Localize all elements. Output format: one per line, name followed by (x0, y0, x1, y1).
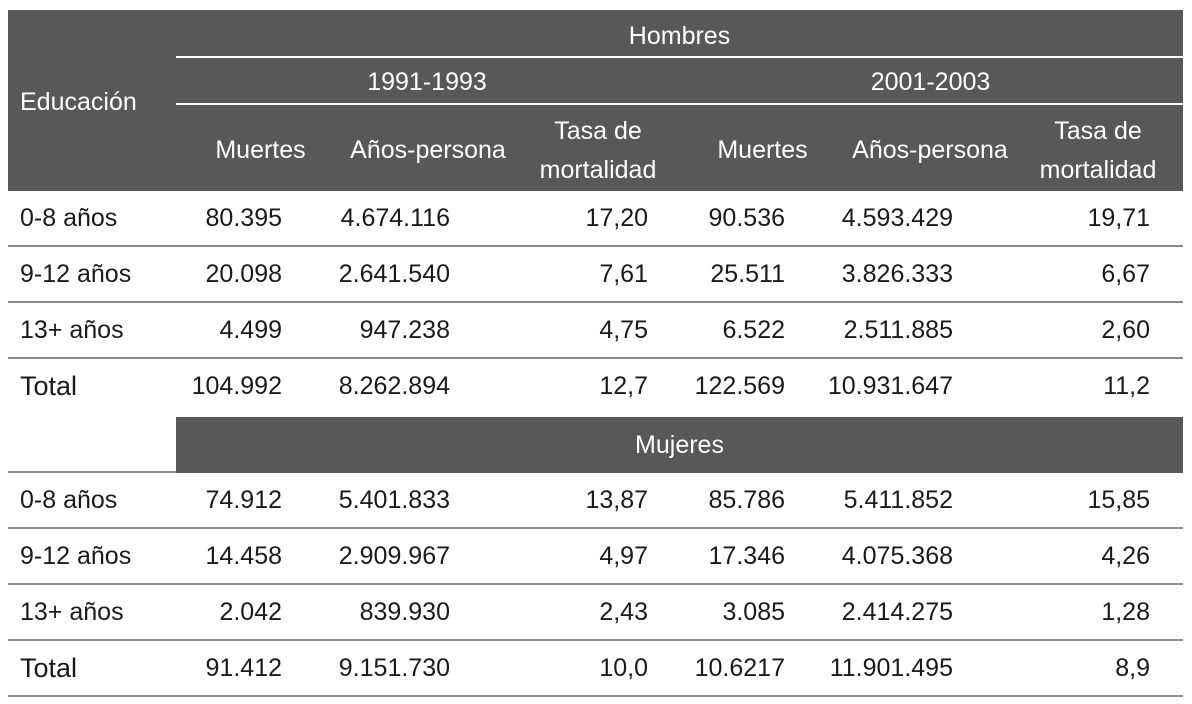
cell-tasa-1991: 17,20 (585, 204, 648, 232)
cell-tasa-1991: 4,75 (599, 316, 648, 344)
cell-tasa-2001: 2,60 (1101, 316, 1150, 344)
col-header-muertes-1: Muertes (215, 136, 306, 164)
group-header-hombres: Hombres (628, 22, 731, 50)
table-row (8, 247, 1183, 303)
cell-tasa-1991: 13,87 (585, 486, 648, 514)
header-divider-mid (176, 103, 1183, 105)
cell-muertes-2001: 3.085 (722, 598, 785, 626)
cell-anos-persona-2001: 4.593.429 (841, 204, 953, 232)
period-header-2001: 2001-2003 (870, 68, 991, 96)
cell-muertes-1991: 2.042 (219, 598, 282, 626)
cell-muertes-1991: 4.499 (219, 316, 282, 344)
cell-tasa-2001: 19,71 (1087, 204, 1150, 232)
period-header-1991: 1991-1993 (367, 68, 487, 96)
cell-muertes-1991: 91.412 (205, 654, 282, 682)
cell-anos-persona-1991: 4.674.116 (340, 204, 450, 232)
cell-muertes-2001: 122.569 (694, 372, 785, 400)
cell-anos-persona-1991: 8.262.894 (338, 372, 450, 400)
header-divider-top (176, 56, 1183, 58)
row-label: 0-8 años (20, 486, 118, 514)
cell-anos-persona-1991: 2.909.967 (338, 542, 450, 570)
row-label: Total (20, 371, 78, 401)
cell-muertes-1991: 104.992 (191, 372, 282, 400)
cell-muertes-2001: 90.536 (708, 204, 785, 232)
cell-anos-persona-2001: 11.901.495 (829, 654, 953, 682)
col-header-anos-persona-2: Años-persona (852, 136, 1008, 164)
table-row-total (8, 641, 1183, 697)
row-label: Total (20, 653, 78, 683)
cell-muertes-1991: 20.098 (205, 260, 282, 288)
cell-muertes-2001: 17.346 (708, 542, 785, 570)
cell-tasa-2001: 8,9 (1115, 654, 1150, 682)
table-row (8, 191, 1183, 247)
table-row-total (8, 359, 1183, 415)
cell-anos-persona-2001: 10.931.647 (827, 372, 953, 400)
cell-muertes-2001: 85.786 (708, 486, 785, 514)
col-header-tasa-2-line1: Tasa de (1054, 117, 1142, 145)
cell-tasa-2001: 4,26 (1101, 542, 1150, 570)
cell-anos-persona-2001: 3.826.333 (841, 260, 953, 288)
cell-anos-persona-2001: 4.075.368 (841, 542, 953, 570)
cell-anos-persona-2001: 2.511.885 (843, 316, 953, 344)
col-header-tasa-2-line2: mortalidad (1039, 156, 1157, 184)
cell-tasa-1991: 10,0 (599, 654, 648, 682)
cell-tasa-1991: 2,43 (599, 598, 648, 626)
row-label: 13+ años (20, 598, 124, 626)
cell-tasa-2001: 6,67 (1101, 260, 1150, 288)
cell-anos-persona-1991: 947.238 (359, 316, 450, 344)
table-row (8, 303, 1183, 359)
mortality-table (8, 10, 1183, 697)
cell-muertes-1991: 14.458 (205, 542, 282, 570)
cell-muertes-1991: 80.395 (205, 204, 282, 232)
col-header-anos-persona-1: Años-persona (350, 136, 506, 164)
cell-anos-persona-2001: 2.414.275 (841, 598, 953, 626)
row-label: 9-12 años (20, 260, 132, 288)
col-header-tasa-1-line1: Tasa de (554, 117, 642, 145)
table-row (8, 585, 1183, 641)
cell-muertes-2001: 6.522 (722, 316, 785, 344)
cell-anos-persona-1991: 2.641.540 (338, 260, 450, 288)
cell-muertes-1991: 74.912 (205, 486, 282, 514)
cell-tasa-2001: 11,2 (1103, 372, 1150, 400)
table-row (8, 529, 1183, 585)
cell-tasa-2001: 15,85 (1087, 486, 1150, 514)
row-label-header: Educación (20, 88, 137, 116)
group-header-mujeres: Mujeres (176, 417, 1183, 473)
cell-anos-persona-2001: 5.411.852 (843, 486, 953, 514)
cell-anos-persona-1991: 9.151.730 (338, 654, 450, 682)
cell-tasa-1991: 4,97 (599, 542, 648, 570)
table-header (8, 10, 1183, 191)
cell-muertes-2001: 10.6217 (694, 654, 785, 682)
row-label: 9-12 años (20, 542, 132, 570)
table-row (8, 473, 1183, 529)
cell-tasa-2001: 1,28 (1101, 598, 1150, 626)
cell-anos-persona-1991: 5.401.833 (338, 486, 450, 514)
row-label: 13+ años (20, 316, 124, 344)
cell-tasa-1991: 12,7 (599, 372, 648, 400)
col-header-muertes-2: Muertes (717, 136, 808, 164)
cell-tasa-1991: 7,61 (599, 260, 648, 288)
col-header-tasa-1-line2: mortalidad (539, 156, 657, 184)
cell-muertes-2001: 25.511 (710, 260, 785, 288)
cell-anos-persona-1991: 839.930 (359, 598, 450, 626)
row-label: 0-8 años (20, 204, 118, 232)
section-band-mujeres (8, 415, 1183, 473)
